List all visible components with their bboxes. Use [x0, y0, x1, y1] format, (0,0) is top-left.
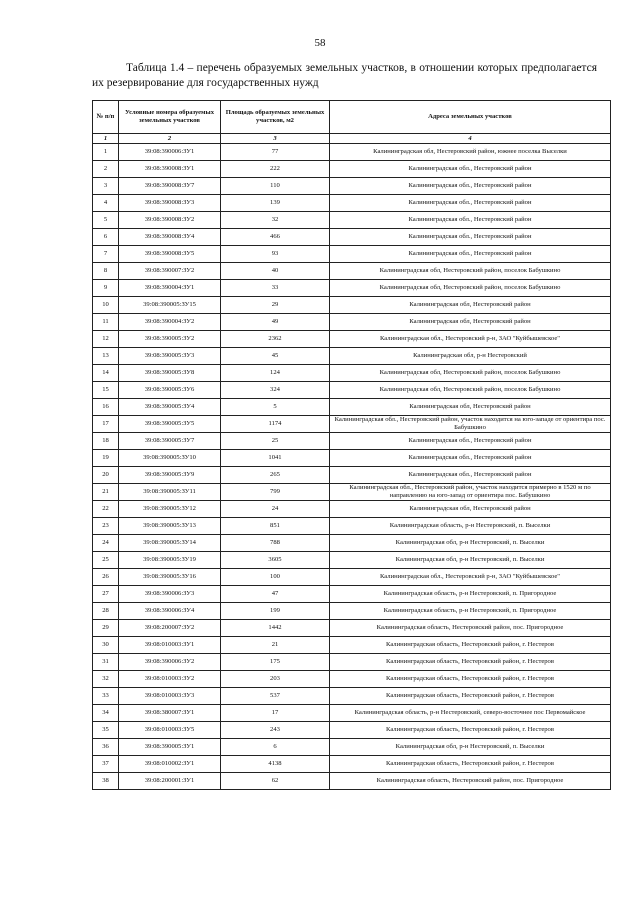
table-row — [93, 773, 611, 790]
table-row — [93, 212, 611, 229]
cell-area: 32 — [221, 212, 330, 229]
cell-number: 36 — [93, 739, 119, 756]
column-number-cell: 3 — [221, 134, 330, 144]
table-row — [93, 569, 611, 586]
table-row — [93, 161, 611, 178]
cell-address: Калининградская обл., Нестеровский район, участок находится примерно в 1520 м по направлению на юго-запад от ориентира пос. Бабушкино — [330, 484, 611, 501]
cell-address: Калининградская область, Нестеровский район, г. Нестеров — [330, 688, 611, 705]
cell-area: 3605 — [221, 552, 330, 569]
cell-plot-id: 39:08:390005:ЗУ5 — [119, 416, 221, 433]
cell-number: 25 — [93, 552, 119, 569]
cell-number: 13 — [93, 348, 119, 365]
cell-area: 324 — [221, 382, 330, 399]
cell-number: 20 — [93, 467, 119, 484]
table-row — [93, 535, 611, 552]
cell-plot-id: 39:08:390008:ЗУ3 — [119, 195, 221, 212]
cell-number: 10 — [93, 297, 119, 314]
cell-number: 1 — [93, 144, 119, 161]
cell-plot-id: 39:08:390005:ЗУ19 — [119, 552, 221, 569]
cell-area: 6 — [221, 739, 330, 756]
header-cell-number: № п/п — [93, 101, 119, 134]
cell-plot-id: 39:08:390005:ЗУ14 — [119, 535, 221, 552]
column-number-cell: 2 — [119, 134, 221, 144]
cell-area: 77 — [221, 144, 330, 161]
cell-number: 24 — [93, 535, 119, 552]
cell-number: 16 — [93, 399, 119, 416]
cell-plot-id: 39:08:390008:ЗУ1 — [119, 161, 221, 178]
cell-address: Калининградская обл., Нестеровский район — [330, 246, 611, 263]
column-number-cell: 4 — [330, 134, 611, 144]
table-row — [93, 382, 611, 399]
table-row — [93, 246, 611, 263]
cell-area: 40 — [221, 263, 330, 280]
cell-number: 26 — [93, 569, 119, 586]
cell-address: Калининградская обл., Нестеровский район — [330, 229, 611, 246]
table-row — [93, 348, 611, 365]
cell-number: 23 — [93, 518, 119, 535]
table-row — [93, 620, 611, 637]
table-row — [93, 331, 611, 348]
cell-address: Калининградская обл., Нестеровский район — [330, 161, 611, 178]
cell-area: 243 — [221, 722, 330, 739]
table-header-row — [93, 101, 611, 134]
cell-plot-id: 39:08:390005:ЗУ10 — [119, 450, 221, 467]
cell-area: 93 — [221, 246, 330, 263]
cell-area: 203 — [221, 671, 330, 688]
table-row — [93, 178, 611, 195]
cell-area: 222 — [221, 161, 330, 178]
cell-plot-id: 39:08:390005:ЗУ1 — [119, 739, 221, 756]
table-row — [93, 416, 611, 433]
cell-number: 8 — [93, 263, 119, 280]
cell-area: 47 — [221, 586, 330, 603]
cell-number: 12 — [93, 331, 119, 348]
cell-plot-id: 39:08:390005:ЗУ11 — [119, 484, 221, 501]
cell-number: 14 — [93, 365, 119, 382]
cell-area: 537 — [221, 688, 330, 705]
cell-area: 175 — [221, 654, 330, 671]
table-row — [93, 739, 611, 756]
cell-plot-id: 39:08:390006:ЗУ1 — [119, 144, 221, 161]
cell-address: Калининградская область, Нестеровский район, г. Нестеров — [330, 637, 611, 654]
cell-number: 18 — [93, 433, 119, 450]
cell-plot-id: 39:08:380007:ЗУ1 — [119, 705, 221, 722]
cell-number: 38 — [93, 773, 119, 790]
cell-number: 34 — [93, 705, 119, 722]
cell-address: Калининградская область, р-н Нестеровский, северо-восточнее пос Первомайское — [330, 705, 611, 722]
table-row — [93, 314, 611, 331]
cell-address: Калининградская обл., Нестеровский р-н, ЗАО "Куйбышевское" — [330, 569, 611, 586]
cell-address: Калининградская обл., Нестеровский район — [330, 212, 611, 229]
cell-number: 15 — [93, 382, 119, 399]
table-row — [93, 603, 611, 620]
cell-number: 3 — [93, 178, 119, 195]
table-caption — [92, 61, 597, 91]
cell-plot-id: 39:08:010002:ЗУ1 — [119, 756, 221, 773]
table-row — [93, 671, 611, 688]
cell-area: 100 — [221, 569, 330, 586]
cell-address: Калининградская область, р-н Нестеровский, п. Пригородное — [330, 603, 611, 620]
cell-address: Калининградская область, р-н Нестеровский, п. Пригородное — [330, 586, 611, 603]
cell-area: 788 — [221, 535, 330, 552]
table-row — [93, 552, 611, 569]
cell-number: 33 — [93, 688, 119, 705]
table-row — [93, 705, 611, 722]
cell-area: 851 — [221, 518, 330, 535]
cell-number: 28 — [93, 603, 119, 620]
cell-address: Калининградская обл, Нестеровский район — [330, 314, 611, 331]
cell-plot-id: 39:08:200001:ЗУ1 — [119, 773, 221, 790]
cell-number: 32 — [93, 671, 119, 688]
cell-number: 30 — [93, 637, 119, 654]
cell-area: 45 — [221, 348, 330, 365]
cell-area: 17 — [221, 705, 330, 722]
cell-area: 124 — [221, 365, 330, 382]
cell-plot-id: 39:08:390005:ЗУ4 — [119, 399, 221, 416]
table-row — [93, 501, 611, 518]
header-cell-address: Адреса земельных участков — [330, 101, 611, 134]
cell-address: Калининградская обл, Нестеровский район, поселок Бабушкино — [330, 365, 611, 382]
cell-address: Калининградская область, Нестеровский район, пос. Пригородное — [330, 620, 611, 637]
cell-number: 4 — [93, 195, 119, 212]
cell-plot-id: 39:08:010003:ЗУ2 — [119, 671, 221, 688]
cell-area: 1442 — [221, 620, 330, 637]
cell-area: 110 — [221, 178, 330, 195]
table-row — [93, 518, 611, 535]
cell-area: 25 — [221, 433, 330, 450]
cell-address: Калининградская область, Нестеровский район, пос. Пригородное — [330, 773, 611, 790]
cell-plot-id: 39:08:390005:ЗУ9 — [119, 467, 221, 484]
cell-number: 21 — [93, 484, 119, 501]
table-row — [93, 688, 611, 705]
cell-plot-id: 39:08:390004:ЗУ2 — [119, 314, 221, 331]
cell-address: Калининградская обл, р-н Нестеровский, п. Выселки — [330, 739, 611, 756]
cell-plot-id: 39:08:390008:ЗУ4 — [119, 229, 221, 246]
cell-area: 24 — [221, 501, 330, 518]
cell-plot-id: 39:08:390006:ЗУ3 — [119, 586, 221, 603]
cell-number: 5 — [93, 212, 119, 229]
cell-number: 9 — [93, 280, 119, 297]
cell-area: 62 — [221, 773, 330, 790]
table-body — [93, 144, 611, 790]
page-number: 58 — [314, 37, 326, 49]
cell-area: 199 — [221, 603, 330, 620]
cell-number: 6 — [93, 229, 119, 246]
cell-address: Калининградская обл., Нестеровский район — [330, 467, 611, 484]
table-row — [93, 280, 611, 297]
cell-address: Калининградская обл., Нестеровский район — [330, 195, 611, 212]
cell-area: 5 — [221, 399, 330, 416]
table-row — [93, 399, 611, 416]
cell-plot-id: 39:08:390005:ЗУ3 — [119, 348, 221, 365]
table-row — [93, 297, 611, 314]
cell-plot-id: 39:08:390005:ЗУ8 — [119, 365, 221, 382]
cell-address: Калининградская область, Нестеровский район, г. Нестеров — [330, 722, 611, 739]
cell-address: Калининградская обл, Нестеровский район — [330, 297, 611, 314]
table-row — [93, 467, 611, 484]
cell-number: 35 — [93, 722, 119, 739]
cell-plot-id: 39:08:390005:ЗУ16 — [119, 569, 221, 586]
cell-address: Калининградская обл, Нестеровский район — [330, 399, 611, 416]
table-row — [93, 433, 611, 450]
table-row — [93, 586, 611, 603]
cell-area: 1174 — [221, 416, 330, 433]
cell-address: Калининградская обл., Нестеровский район — [330, 433, 611, 450]
cell-area: 29 — [221, 297, 330, 314]
cell-address: Калининградская обл., Нестеровский район — [330, 178, 611, 195]
cell-number: 27 — [93, 586, 119, 603]
cell-address: Калининградская обл, Нестеровский район, поселок Бабушкино — [330, 280, 611, 297]
cell-plot-id: 39:08:390004:ЗУ1 — [119, 280, 221, 297]
cell-area: 2362 — [221, 331, 330, 348]
cell-area: 265 — [221, 467, 330, 484]
cell-plot-id: 39:08:390005:ЗУ15 — [119, 297, 221, 314]
cell-address: Калининградская обл., Нестеровский р-н, ЗАО "Куйбышевское" — [330, 331, 611, 348]
cell-address: Калининградская обл, р-н Нестеровский — [330, 348, 611, 365]
cell-plot-id: 39:08:200007:ЗУ2 — [119, 620, 221, 637]
cell-area: 21 — [221, 637, 330, 654]
column-number-row — [93, 134, 611, 144]
header-cell-plot-id: Условные номера образуемых земельных участков — [119, 101, 221, 134]
cell-number: 7 — [93, 246, 119, 263]
cell-address: Калининградская обл., Нестеровский район, участок находится на юго-западе от ориентира пос. Бабушкино — [330, 416, 611, 433]
cell-number: 11 — [93, 314, 119, 331]
cell-number: 37 — [93, 756, 119, 773]
table-row — [93, 365, 611, 382]
table-row — [93, 654, 611, 671]
header-cell-area: Площадь образуемых земельных участков, м2 — [221, 101, 330, 134]
cell-plot-id: 39:08:390006:ЗУ4 — [119, 603, 221, 620]
cell-address: Калининградская обл, р-н Нестеровский, п. Выселки — [330, 535, 611, 552]
cell-address: Калининградская обл., Нестеровский район — [330, 450, 611, 467]
table-row — [93, 195, 611, 212]
table-row — [93, 722, 611, 739]
cell-number: 2 — [93, 161, 119, 178]
cell-number: 19 — [93, 450, 119, 467]
table-row — [93, 484, 611, 501]
cell-number: 17 — [93, 416, 119, 433]
cell-number: 29 — [93, 620, 119, 637]
table-row — [93, 450, 611, 467]
cell-number: 22 — [93, 501, 119, 518]
cell-plot-id: 39:08:010003:ЗУ1 — [119, 637, 221, 654]
table-row — [93, 637, 611, 654]
cell-area: 466 — [221, 229, 330, 246]
cell-plot-id: 39:08:390005:ЗУ2 — [119, 331, 221, 348]
cell-address: Калининградская обл, Нестеровский район, поселок Бабушкино — [330, 382, 611, 399]
cell-plot-id: 39:08:390006:ЗУ2 — [119, 654, 221, 671]
cell-plot-id: 39:08:390005:ЗУ6 — [119, 382, 221, 399]
cell-plot-id: 39:08:390008:ЗУ5 — [119, 246, 221, 263]
cell-area: 4138 — [221, 756, 330, 773]
cell-plot-id: 39:08:390005:ЗУ13 — [119, 518, 221, 535]
cell-address: Калининградская обл, Нестеровский район, южнее поселка Выселки — [330, 144, 611, 161]
cell-plot-id: 39:08:010003:ЗУ3 — [119, 688, 221, 705]
cell-area: 799 — [221, 484, 330, 501]
cell-area: 1041 — [221, 450, 330, 467]
cell-plot-id: 39:08:390008:ЗУ2 — [119, 212, 221, 229]
cell-address: Калининградская область, Нестеровский район, г. Нестеров — [330, 756, 611, 773]
table-row — [93, 263, 611, 280]
table-row — [93, 229, 611, 246]
land-plots-table — [92, 100, 611, 790]
column-number-cell: 1 — [93, 134, 119, 144]
table-row — [93, 756, 611, 773]
cell-plot-id: 39:08:390007:ЗУ2 — [119, 263, 221, 280]
cell-address: Калининградская обл, Нестеровский район — [330, 501, 611, 518]
cell-address: Калининградская обл, Нестеровский район, поселок Бабушкино — [330, 263, 611, 280]
cell-plot-id: 39:08:390005:ЗУ7 — [119, 433, 221, 450]
cell-plot-id: 39:08:010003:ЗУ5 — [119, 722, 221, 739]
cell-address: Калининградская область, Нестеровский район, г. Нестеров — [330, 654, 611, 671]
cell-number: 31 — [93, 654, 119, 671]
table-row — [93, 144, 611, 161]
cell-plot-id: 39:08:390005:ЗУ12 — [119, 501, 221, 518]
table-caption-text: Таблица 1.4 – перечень образуемых земельных участков, в отношении которых предполагается их резервирование для государственных нужд — [92, 62, 597, 89]
cell-area: 139 — [221, 195, 330, 212]
cell-address: Калининградская область, Нестеровский район, г. Нестеров — [330, 671, 611, 688]
cell-address: Калининградская область, р-н Нестеровский, п. Выселки — [330, 518, 611, 535]
cell-area: 33 — [221, 280, 330, 297]
cell-address: Калининградская обл, р-н Нестеровский, п. Выселки — [330, 552, 611, 569]
cell-plot-id: 39:08:390008:ЗУ7 — [119, 178, 221, 195]
cell-area: 49 — [221, 314, 330, 331]
